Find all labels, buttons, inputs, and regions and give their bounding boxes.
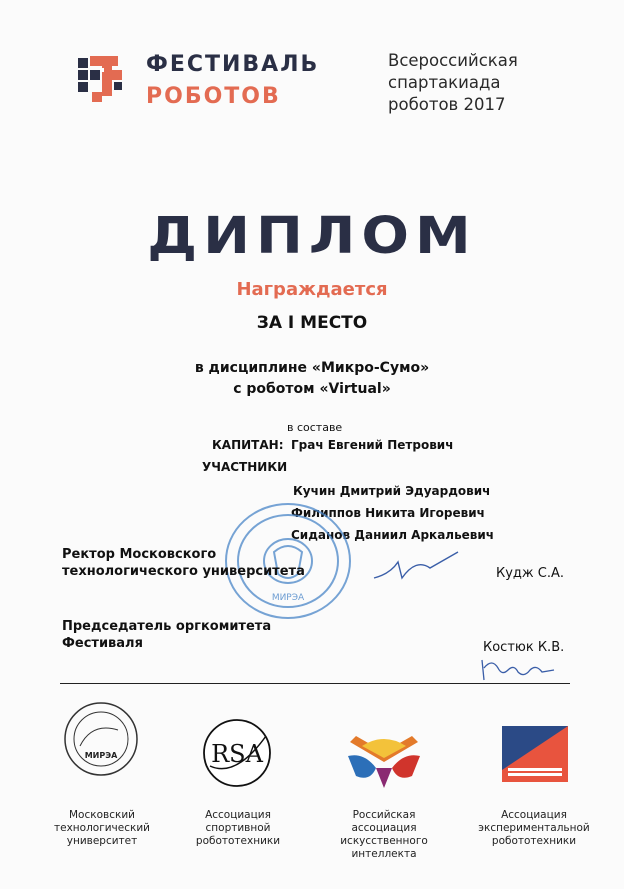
logo-text-line1: ФЕСТИВАЛЬ [146,52,320,77]
chair-name: Костюк К.В. [483,640,565,655]
discipline-block [0,358,624,400]
captain-label: КАПИТАН: [212,438,284,452]
org-caption-line: Ассоциация [501,809,567,821]
stamp-text: МИРЭА [271,593,305,603]
rector-line: технологического университета [62,564,305,579]
rector-name: Кудж С.А. [496,566,564,581]
robot-text: с роботом «Virtual» [233,381,391,397]
org-caption-line: экспериментальной [478,822,590,834]
discipline-text: в дисциплине «Микро-Сумо» [194,360,430,376]
members-label: УЧАСТНИКИ [202,460,288,474]
org-caption-rsa [168,809,308,848]
divider [60,683,570,684]
captain-name: Грач Евгений Петрович [291,438,454,452]
event-line: Всероссийская [388,51,518,70]
member-name: Кучин Дмитрий Эдуардович [293,484,491,498]
festival-logo-icon [70,48,130,108]
mirea-badge-text: МИРЭА [84,751,118,760]
rector-line: Ректор Московского [62,547,217,562]
org-caption-line: робототехники [195,835,281,847]
mirea-logo-icon [62,700,140,778]
org-caption-mirea [32,809,172,848]
rector-signature-icon [370,548,470,588]
org-caption-line: университет [66,835,138,847]
place-label: ЗА I МЕСТО [256,313,368,333]
org-caption-line: спортивной [205,822,271,834]
chair-line: Фестиваля [62,636,143,651]
member-name: Филиппов Никита Игоревич [291,506,485,520]
rsa-badge-text: RSA [211,740,263,768]
rsa-logo-icon [200,716,274,790]
rector-title [62,546,305,580]
awarded-label: Награждается [236,279,388,300]
org-caption-aer [464,809,604,848]
diploma-title: ДИПЛОМ [147,207,477,266]
org-caption-line: интеллекта [351,848,417,860]
chair-title [62,618,271,652]
event-line: роботов 2017 [388,95,506,114]
org-caption-line: робототехники [491,835,577,847]
member-name: Сиданов Даниил Аркальевич [291,528,495,542]
org-caption-line: Российская [352,809,416,821]
composition-label: в составе [287,421,343,434]
chair-signature-icon [478,654,558,684]
org-caption-line: Московский [69,809,135,821]
org-caption-raai [314,809,454,861]
org-caption-line: Ассоциация [205,809,271,821]
logo-text-line2: РОБОТОВ [146,84,281,109]
org-caption-line: искусственного [340,835,428,847]
aer-logo-icon [502,726,568,782]
event-title [388,50,518,116]
org-caption-line: технологический [54,822,150,834]
org-caption-line: ассоциация [351,822,417,834]
raai-logo-icon [340,722,428,792]
chair-line: Председатель оргкомитета [62,619,272,634]
event-line: спартакиада [388,73,501,92]
